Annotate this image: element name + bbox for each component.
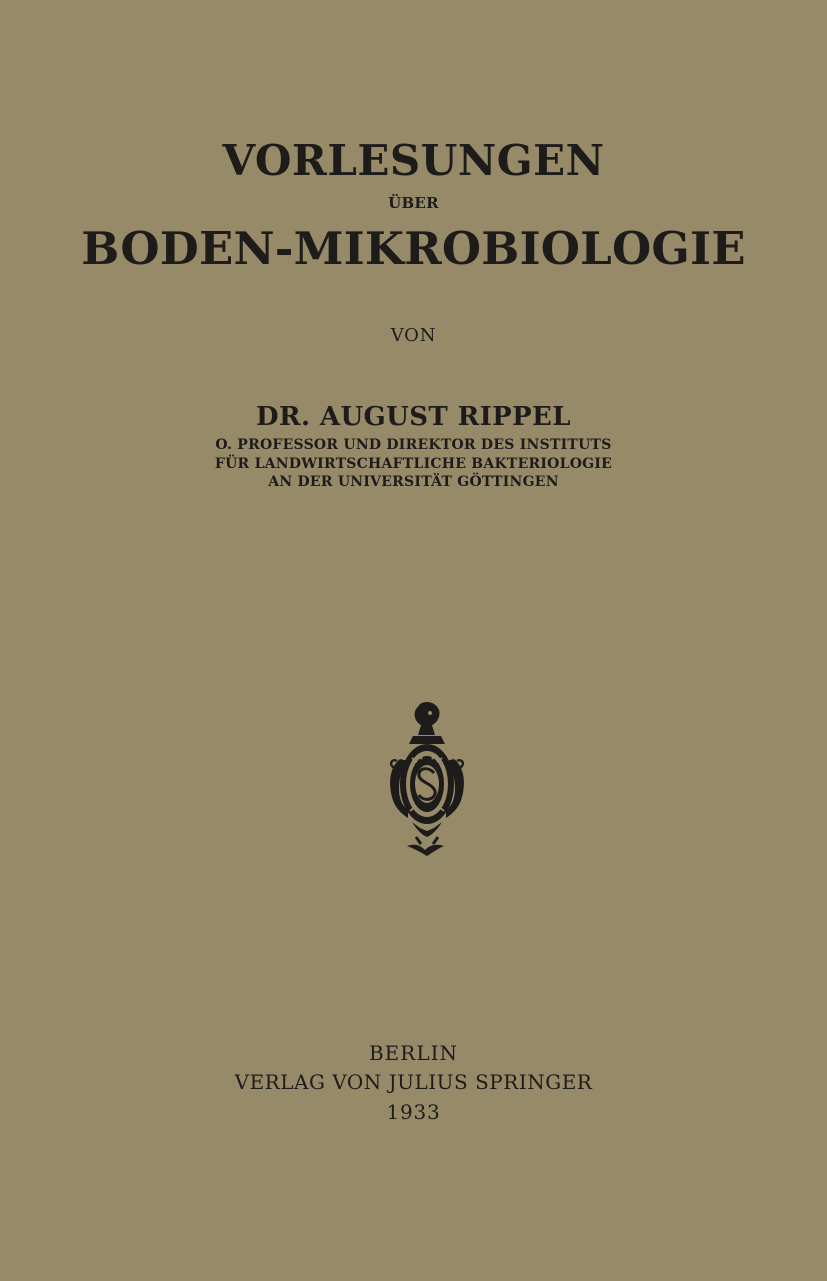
title-connector: ÜBER: [388, 194, 439, 212]
author-affiliation-line-1: O. PROFESSOR UND DIREKTOR DES INSTITUTS: [215, 437, 612, 453]
springer-knight-emblem-icon: [377, 700, 477, 860]
publisher-name: VERLAG VON JULIUS SPRINGER: [234, 1070, 593, 1094]
by-label: VON: [390, 325, 437, 346]
book-title-line-2: BODEN-MIKROBIOLOGIE: [81, 222, 746, 275]
author-affiliation-line-2: FÜR LANDWIRTSCHAFTLICHE BAKTERIOLOGIE: [214, 456, 613, 472]
publisher-city: BERLIN: [368, 1041, 459, 1065]
publication-year: 1933: [386, 1100, 441, 1124]
author-name: DR. AUGUST RIPPEL: [256, 402, 571, 432]
author-affiliation-line-3: AN DER UNIVERSITÄT GÖTTINGEN: [268, 474, 559, 490]
book-title-line-1: VORLESUNGEN: [222, 136, 605, 185]
